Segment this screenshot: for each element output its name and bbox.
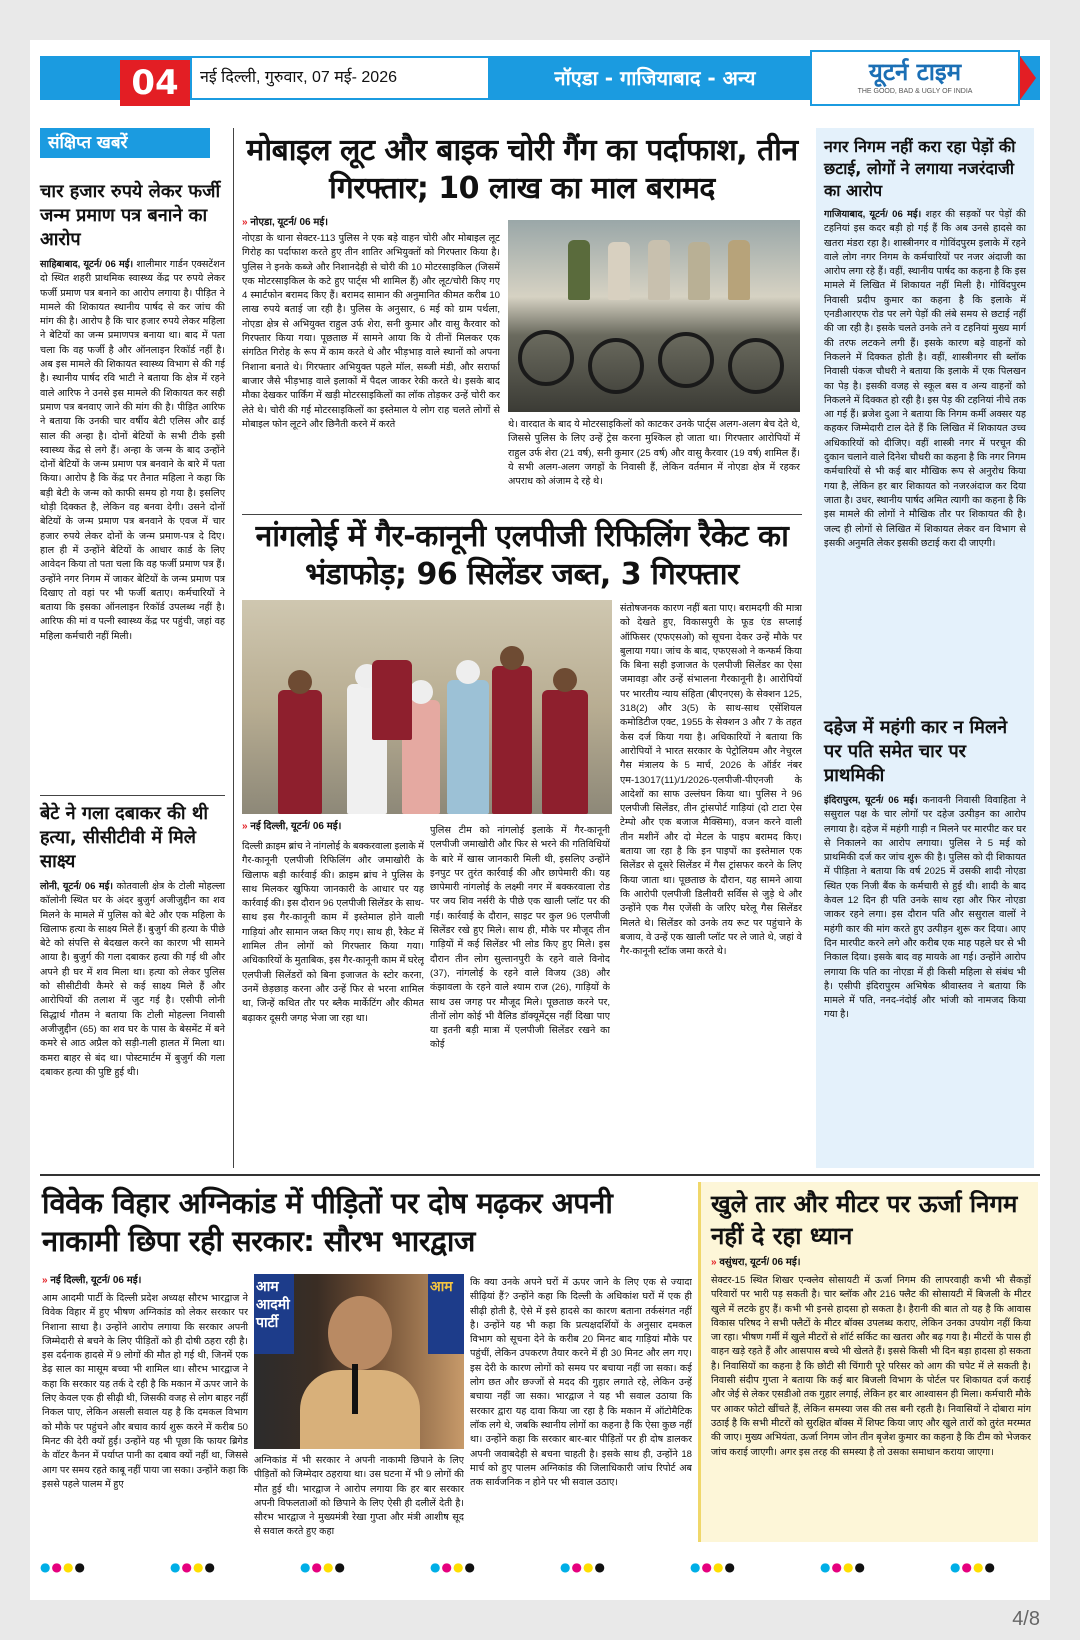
brief-2-text [40,880,225,1080]
photo-figure [608,242,630,300]
lead-headline: मोबाइल लूट और बाइक चोरी गैंग का पर्दाफाश, तीन गिरफ्तार; 10 लाख का माल बरामद [246,133,798,206]
arrest-photo [242,600,612,814]
divider [40,1174,1040,1176]
brief-1-dateline: साहिबाबाद, यूटर्न/ 06 मई। [40,259,134,270]
microphone-icon [352,1364,358,1414]
page-number: 04 [120,60,190,106]
fire-dateline-text: नई दिल्ली, यूटर्न/ 06 मई। [50,1275,142,1286]
dowry-story [824,716,1026,1154]
lpg-dateline-text: नई दिल्ली, यूटर्न/ 06 मई। [250,821,342,832]
fire-body-1: आम आदमी पार्टी के दिल्ली प्रदेश अध्यक्ष सौरभ भारद्वाज ने विवेक विहार में हुए भीषण अग्निकांड को लेकर सरकार पर निशाना साधा है। उन्होंने आरोप लगाया कि सरकार अपनी जिम्मेदारी से बचने के लिए पीड़ितों को ही दोषी ठहरा रही है। इस दर्दनाक हादसे में 9 लोगों की मौत हो गई थी, जिनमें एक डेढ़ साल का मासूम बच्चा भी शामिल था। सौरभ भारद्वाज ने कहा कि सरकार यह तर्क दे रही है कि मकान में ऊपर जाने के लिए केवल एक ही सीढ़ी थी, जिसकी वजह से लोग बाहर नहीं निकल पाए, लेकिन असली सवाल यह है कि दमकल विभाग को मौके पर पहुंचने और बचाव कार्य शुरू करने में करीब 50 मिनट की देरी क्यों हुई। उन्होंने यह भी पूछा कि फायर ब्रिगेड के वॉटर कैनन में पर्याप्त पानी का दबाव क्यों नहीं था, जिससे आग पर समय रहते काबू नहीं पाया जा सका। उन्होंने कहा कि इससे पहले पालम में हुए [42,1293,248,1490]
lead-dateline [242,214,500,228]
page-indicator: 4/8 [1012,1608,1040,1630]
print-register-dots: ●●●● [300,1560,346,1574]
bike-wheel [588,338,644,394]
lead-col-2 [508,418,800,489]
arrow-icon: » [711,1257,717,1268]
print-register-dots: ●●●● [820,1560,866,1574]
print-register-dots: ●●●● [40,1560,86,1574]
wire-headline: खुले तार और मीटर पर ऊर्जा निगम नहीं दे रहा ध्यान [711,1190,1018,1250]
photo-head [553,668,577,692]
brief-story-1 [40,180,225,644]
fire-headline: विवेक विहार अग्निकांड में पीड़ितों पर दोष मढ़कर अपनी नाकामी छिपा रही सरकार: सौरभ भारद्वाज [42,1186,613,1258]
newspaper-page [30,40,1050,1600]
print-register-dots: ●●●● [690,1560,736,1574]
photo-figure [278,690,322,814]
print-register-dots: ●●●● [950,1560,996,1574]
arrow-icon: » [242,217,248,228]
brief-1-body: शालीमार गार्डन एक्सटेंशन दो स्थित शहरी प्राथमिक स्वास्थ्य केंद्र पर रुपये लेकर फर्जी प्रमाण पत्र बनाने का आरोप लगाया है। पीड़ित ने मामले की शिकायत स्थानीय पार्षद से कर जांच की मांग की है। आरोप है कि चार हजार रुपये लेकर महिला ने बेटियों का जन्म प्रमाणपत्र बनाया था। बाद में पता चला कि वह फर्जी है और ऑनलाइन रिकॉर्ड नहीं है। अब इस मामले की शिकायत स्वास्थ्य विभाग से की गई है। स्थानीय पार्षद रवि भाटी ने बताया कि क्षेत्र में रहने वाले आरिफ ने उनसे इस मामले की शिकायत कर सही प्रमाण पत्र बनवाए जाने की मांग की है। पीड़ित आरिफ ने बताया कि उनकी चार वर्षीय बेटी एलिस और ढाई साल की अन्हा है। दोनों बेटियों के सभी टीके इसी स्वास्थ्य केंद्र से लगे हैं। अन्हा के जन्म के बाद उन्होंने दोनों बेटियों के जन्म प्रमाण पत्र बनवाने के बारे में पता किया। आरोप है कि केंद्र पर तैनात महिला ने कहा कि बड़ी बेटी के जन्म को काफी समय हो गया है। इसलिए थोड़ी दिक्कत है, लेकिन वह बनवा देगी। उसने दोनों बेटियों के जन्म प्रमाण पत्र बनवाने के एवज में चार हजार रुपये लेकर दोनों के जन्म प्रमाण-पत्र दे दिए। हाल ही में उन्होंने बेटियों के आधार कार्ड के लिए आवेदन किया तो पता चला कि वह फर्जी प्रमाण पत्र हैं। उन्होंने नगर निगम में जाकर बेटियों के जन्म प्रमाण पत्र दिखाए तो वहां पर भी फर्जी बताए। कर्मचारियों ने बताया कि इसका ऑनलाइन रिकॉर्ड उपलब्ध नहीं है। आरिफ की मां व पत्नी स्वास्थ्य केंद्र पर पहुंची, जहां वह महिला कर्मचारी नहीं मिली। [40,259,225,642]
wire-dateline-text: वसुंधरा, यूटर्न/ 06 मई। [719,1257,801,1268]
fire-body-3: कि क्या उनके अपने घरों में ऊपर जाने के लिए एक से ज्यादा सीढ़ियां हैं? उन्होंने कहा कि दिल्ली के अधिकांश घरों में एक ही सीढ़ी होती है, ऐसे में इसे हादसे का कारण बताना तर्कसंगत नहीं है। उन्होंने यह भी कहा कि प्रत्यक्षदर्शियों के अनुसार दमकल विभाग को सूचना देने के करीब 20 मिनट बाद गाड़ियां मौके पर पहुंचीं, लेकिन उपकरण तैयार करने में ही 30 मिनट और लग गए। इस देरी के कारण लोगों को समय पर बचाया नहीं जा सका। कई लोग छत और छज्जों से मदद की गुहार लगाते रहे, लेकिन उन्हें बचाया नहीं जा सका। भारद्वाज ने यह भी सवाल उठाया कि सरकार द्वारा यह दावा किया जा रहा है कि मकान में ऑटोमैटिक लॉक लगे थे, जबकि स्थानीय लोगों का कहना है कि ऐसा कुछ नहीं था। उन्होंने कहा कि सरकार बार-बार पीड़ितों पर ही दोष डालकर अपनी जवाबदेही से बचना चाहती है। इसके साथ ही, उन्होंने 18 मार्च को हुए पालम अग्निकांड की जिलाधिकारी जांच रिपोर्ट अब तक सार्वजनिक न होने पर भी सवाल उठाए। [470,1277,692,1489]
bikes-photo [508,220,800,412]
lead-col-1 [242,212,500,508]
bike-wheel [518,330,574,386]
lead-dateline-text: नोएडा, यूटर्न/ 06 मई। [250,217,329,228]
section-title: नॉएडा - गाजियाबाद - अन्य [554,66,756,90]
fire-body-2: अग्निकांड में भी सरकार ने अपनी नाकामी छिपाने के लिए पीड़ितों को जिम्मेदार ठहराया था। उस घटना में भी 9 लोगों की मौत हुई थी। भारद्वाज ने आरोप लगाया कि हर बार सरकार अपनी विफलताओं को छिपाने के लिए ऐसी ही दलीलें देती है। सौरभ भारद्वाज ने मुख्यमंत्री रेखा गुप्ता और मंत्री आशीष सूद से सवाल करते हुए कहा [254,1455,464,1538]
photo-figure [492,666,532,814]
leader-photo [254,1274,464,1449]
dowry-headline: दहेज में महंगी कार न मिलने पर पति समेत चार पर प्राथमिकी [824,717,1008,786]
lpg-story [242,518,802,594]
column-divider [233,128,234,1168]
bike-wheel [658,332,714,388]
photo-head [500,646,524,670]
fire-col-3 [470,1276,692,1542]
brief-2-dateline: लोनी, यूटर्न/ 06 मई। [40,881,114,892]
lead-story [242,132,802,208]
photo-head [328,1296,392,1370]
brief-1-headline: चार हजार रुपये लेकर फर्जी जन्म प्रमाण पत्र बनाने का आरोप [40,181,221,250]
lead-body-continued: थे। वारदात के बाद ये मोटरसाइकिलों को काटकर उनके पार्ट्स अलग-अलग बेच देते थे, जिससे पुलिस के लिए उन्हें ट्रेस करना मुश्किल हो जाता था। गिरफ्तार आरोपियों में राहुल उर्फ शेरा (21 वर्ष), सनी कुमार (25 वर्ष) और वासु कैरवार (19 वर्ष) शामिल हैं। ये सभी अलग-अलग जगहों के निवासी हैं, लेकिन वर्तमान में नोएडा क्षेत्र में रहकर अपराध को अंजाम दे रहे थे। [508,419,800,488]
photo-figure [688,242,710,300]
dowry-dateline: इंदिरापुरम, यूटर्न/ 06 मई। [824,795,918,806]
lead-body: नोएडा के थाना सेक्टर-113 पुलिस ने एक बड़े वाहन चोरी और मोबाइल लूट गिरोह का पर्दाफाश करते हुए तीन शातिर अभियुक्तों को गिरफ्तार किया है। पुलिस ने इनके कब्जे और निशानदेही से चोरी की 10 मोटरसाइकिल (जिसमें एक मोटरसाइकिल के कटे हुए पार्ट्स भी शामिल हैं) और लूट/चोरी किए गए 4 स्मार्टफोन बरामद किए हैं। बरामद सामान की अनुमानित कीमत करीब 10 लाख रुपये बताई जा रही है। पुलिस के अनुसार, 6 मई को ग्राम पर्थला, नोएडा क्षेत्र से अभियुक्त राहुल उर्फ शेरा, सनी कुमार और वासु कैरवार को गिरफ्तार किया गया। पूछताछ में सामने आया कि ये तीनों मिलकर एक संगठित गिरोह के रूप में काम करते थे और भीड़भाड़ वाले स्थानों को अपना निशाना बनाते थे। गिरफ्तार अभियुक्त पहले मॉल, सब्जी मंडी, और सरार्फा बाजार जैसे भीड़भाड़ वाले इलाकों में पैदल जाकर रेकी करते थे। इसके बाद मौका देखकर पार्किंग में खड़ी मोटरसाइकिलों का लॉक तोड़कर उन्हें चोरी कर लेते थे। चोरी की गई मोटरसाइकिलों का इस्तेमाल ये लोग राह चलते लोगों से मोबाइल फोन लूटने और छिनैती करने में करते [242,233,500,430]
lpg-col-2 [430,824,610,1112]
arrow-icon: » [242,821,248,832]
photo-figure [372,660,412,740]
wire-dateline [711,1254,1031,1268]
bike-wheel [728,338,784,394]
print-register-dots: ●●●● [170,1560,216,1574]
brief-2-body: कोतवाली क्षेत्र के टोली मोहल्ला कॉलोनी स्थित घर के अंदर बुजुर्ग अजीजुद्दीन का शव मिलने के मामले में पुलिस को बेटे और एक महिला के खिलाफ हत्या के साक्ष्य मिले हैं। बुजुर्ग की हत्या के पीछे बेटे को संपत्ति से बेदखल करने का कारण भी सामने आया है। बुजुर्ग की गला दबाकर हत्या की गई थी और अपने ही घर में शव मिला था। हत्या को लेकर पुलिस को सीसीटीवी कैमरे से कई साक्ष्य मिले हैं और आरोपियों की तलाश में जुट गई है। एसीपी लोनी सिद्धार्थ गौतम ने बताया कि टोली मोहल्ला निवासी अजीजुद्दीन (65) का शव घर के पास के बेसमेंट में बने कमरे से आठ अप्रैल को सड़ी-गली हालत में मिला था। कमरा बाहर से बंद था। पोस्टमार्टम में बुजुर्ग की गला दबाकर हत्या की पुष्टि हुई थी। [40,881,226,1078]
print-register-dots: ●●●● [430,1560,476,1574]
divider [40,795,225,796]
lpg-col-3 [620,602,802,1112]
photo-figure [648,240,670,300]
lpg-dateline [242,818,424,832]
wire-story [711,1188,1031,1542]
fire-story [42,1184,692,1260]
briefs-tag: संक्षिप्त खबरें [40,128,210,158]
print-register-dots: ●●●● [560,1560,606,1574]
lpg-headline: नांगलोई में गैर-कानूनी एलपीजी रिफिलिंग रैकेट का भंडाफोड़; 96 सिलेंडर जब्त, 3 गिरफ्तार [255,519,789,592]
dowry-text [824,794,1026,1154]
arrow-icon: » [42,1275,48,1286]
lpg-body-3: संतोषजनक कारण नहीं बता पाए। बरामदगी की मात्रा को देखते हुए, विकासपुरी के फूड एंड सप्लाई ऑफिसर (एफएसओ) को सूचना देकर उन्हें मौके पर बुलाया गया। जांच के बाद, एफएसओ ने कन्फर्म किया कि बिना सही इजाजत के एलपीजी सिलेंडर का ऐसा जमावड़ा और उन्हें संभालना गैरकानूनी है। आरोपियों पर भारतीय न्याय संहिता (बीएनएस) के सेक्शन 125, 318(2) और 3(5) के साथ-साथ एसेंशियल कमोडिटीज एक्ट, 1955 के सेक्शन 3 और 7 के तहत केस दर्ज किया गया है। अधिकारियों ने बताया कि आरोपियों ने भारत सरकार के पेट्रोलियम और नेचुरल गैस मंत्रालय के 5 मार्च, 2026 के ऑर्डर नंबर एम-13017(11)/1/2026-एलपीजी-पीएनजी के आदेशों का साफ उल्लंघन किया था। पुलिस ने 96 एलपीजी सिलेंडर, तीन ट्रांसपोर्ट गाड़ियां (दो टाटा ऐस टेम्पो और एक बजाज मैक्सिमा), वजन करने वाली तीन मशीनें और दो मेटल के पाइप बरामद किए। बताया जा रहा है कि इन पाइपों का इस्तेमाल एक सिलेंडर से दूसरे सिलेंडर में गैस ट्रांसफर करने के लिए किया जाता था। पूछताछ के दौरान, यह सामने आया कि आरोपी एलपीजी डिलीवरी सर्विस से जुड़े थे और उन्होंने एक गैस एजेंसी के जरिए घरेलू गैस सिलेंडर मिलते थे। सिलेंडर को उनके तय रूट पर पहुंचाने के बजाय, वे उन्हें एक खाली प्लॉट पर ले जाते थे, जहां वे गैर-कानूनी स्टॉक जमा करते थे। [620,603,802,958]
lpg-body-1: दिल्ली क्राइम ब्रांच ने नांगलोई के बक्करवाला इलाके में गैर-कानूनी एलपीजी रिफिलिंग और जमाखोरी के खिलाफ बड़ी कार्रवाई की। क्राइम ब्रांच ने पुलिस के साथ मिलकर खुफिया जानकारी के आधार पर यह कार्रवाई की। इस दौरान 96 एलपीजी सिलेंडर के साथ-साथ इस गैर-कानूनी काम में इस्तेमाल होने वाली गाड़ियां और सामान जब्त किए गए। साथ ही, रैकेट में शामिल तीन लोगों को गिरफ्तार किया गया। अधिकारियों के मुताबिक, इस गैर-कानूनी काम में घरेलू एलपीजी सिलेंडरों को बिना इजाजत के स्टोर करना, उनमें छेड़छाड़ करना और उन्हें फिर से भरना शामिल था, जिन्हें कथित तौर पर ब्लैक मार्केटिंग और कीमत बढ़ाकर दूसरी जगह भेजा जा रहा था। [242,841,424,1024]
wire-body: सेक्टर-15 स्थित शिखर एन्क्लेव सोसायटी में ऊर्जा निगम की लापरवाही कभी भी सैकड़ों परिवारों पर भारी पड़ सकती है। चार ब्लॉक और 216 फ्लैट की सोसायटी में बिजली के मीटर खुले में लटके हुए हैं। कभी भी इनसे हादसा हो सकता है। हैरानी की बात तो यह है कि आवास विकास परिषद ने सभी फ्लैटों के मीटर बॉक्स उपलब्ध कराए, लेकिन उनका उपयोग नहीं किया जा रहा। भीषण गर्मी में खुले मीटरों से शॉर्ट सर्किट का खतरा और बढ़ गया है। मीटरों के पास ही वाहन खड़े रहते हैं और आसपास बच्चे भी खेलते हैं। इससे किसी भी दिन बड़ा हादसा हो सकता है। निवासियों का कहना है कि छोटी सी चिंगारी पूरे परिसर को आग की चपेट में ले सकती है। निवासी संदीप गुप्ता ने बताया कि कई बार बिजली विभाग के पोर्टल पर शिकायत दर्ज कराई और जेई से लेकर एसडीओ तक गुहार लगाई, लेकिन हर बार आश्वासन ही मिला। कर्मचारी मौके पर आकर फोटो खींचते हैं, लेकिन समस्या जस की तस बनी रहती है। निवासियों ने दोबारा मांग उठाई है कि सभी मीटरों को सुरक्षित बॉक्स में शिफ्ट किया जाए और खुले तारों को तुरंत मरम्मत की जाए। मुख्य अभियंता, ऊर्जा निगम जोन तीन बृजेश कुमार का कहना है कि टीम को भेजकर जांच कराई जाएगी। अगर इस तरह की समस्या है तो उसका समाधान कराया जाएगा। [711,1275,1031,1458]
photo-head [288,670,312,694]
photo-figure [568,240,590,300]
page-header [40,50,1040,106]
wire-box [698,1182,1038,1542]
tree-story [824,136,1026,708]
tree-headline: नगर निगम नहीं करा रहा पेड़ों की छटाई, लोगों ने लगाया नजरंदाजी का आरोप [824,137,1016,200]
photo-figure [542,690,588,814]
logo-tagline: THE GOOD, BAD & UGLY OF INDIA [857,88,973,95]
photo-figure [447,680,489,814]
tree-text [824,208,1026,708]
dowry-body: कनावनी निवासी विवाहिता ने ससुराल पक्ष के चार लोगों पर दहेज उत्पीड़न का आरोप लगाया है। दहेज में महंगी गाड़ी न मिलने पर मारपीट कर घर से निकालने का आरोप लगाया। पुलिस ने 5 मई को प्राथमिकी दर्ज कर जांच शुरू की है। पुलिस को दी शिकायत में पीड़िता ने बताया कि वर्ष 2025 में उसकी शादी नोएडा स्थित एक निजी बैंक के कर्मचारी से हुई थी। शादी के बाद केवल 12 दिन ही पति उनके साथ रहा और फिर नोएडा जाकर रहने लगा। इस दौरान पति और ससुराल वालों ने महंगी कार की मांग करते हुए उत्पीड़न शुरू कर दिया। आए दिन मारपीट करने लगे और करीब एक माह पहले घर से भी निकाल दिया। इसके बाद वह मायके आ गई। उन्होंने आरोप लगाया कि पति का नोएडा में ही किसी महिला से संबंध भी है। एसीपी इंदिरापुरम अभिषेक श्रीवास्तव ने बताया कि मामले में पति, ननद-नंदोई और भांजी को नामजद किया गया है। [824,795,1026,1021]
brief-story-2 [40,802,225,1080]
photo-head [409,680,433,704]
poster-text-right: आम [428,1274,464,1354]
masthead-logo [810,50,1020,106]
photo-figure [300,1370,420,1449]
poster-text-left: आम आदमी पार्टी [254,1274,294,1354]
fire-dateline [42,1272,248,1286]
header-arrow-icon [1020,56,1036,100]
lpg-col-1 [242,816,424,1110]
tree-dateline: गाजियाबाद, यूटर्न/ 06 मई। [824,209,922,220]
tree-body: शहर की सड़कों पर पेड़ों की टहनियां इस कदर बड़ी हो गई हैं कि अब उनसे हादसे का खतरा मंडरा रहा है। शास्त्रीनगर व गोविंदपुरम इलाके में रहने वाले लोग नगर निगम के कर्मचारियों पर नजर अंदाजी का आरोप लगा रहे हैं। वहीं, स्थानीय पार्षद का कहना है कि इस मामले में लिखित में शिकायत नहीं मिली है। गोविंदपुरम निवासी प्रदीप कुमार का कहना है कि इलाके में एनडीआरएफ रोड पर लगे पेड़ों की लंबे समय से छटाई नहीं की जा रही है। इसके चलते उनके तने व टहनियां मुख्य मार्ग की तरफ लटकने लगी हैं। इसके कारण बड़े वाहनों को निकलने में दिक्कत होती है। वहीं, शास्त्रीनगर सी ब्लॉक निवासी पंकज चौधरी ने बताया कि इलाके में एक पिलखन का पेड़ है। इसकी वजह से स्कूल बस व अन्य वाहनों को निकलने में दिक्कत हो रही है। इस पेड़ की टहनियां नीचे तक आ गई हैं। ब्रजेश दुआ ने बताया कि निगम कर्मी अक्सर यह कहकर जिम्मेदारी टाल देते हैं कि लिखित में शिकायत उच्च अधिकारियों को दीजिए। वहीं शास्त्री नगर में परचून की दुकान चलाने वाले दिनेश चौधरी का कहना है कि नगर निगम कर्मचारियों से भी कई बार मौखिक रूप से अनुरोध किया गया है, लेकिन हर बार शिकायत को नजरअंदाज कर दिया जाता है। उधर, स्थानीय पार्षद अमित त्यागी का कहना है कि इस मामले की लोगों ने मौखिक तौर पर शिकायत की है। जल्द ही लोगों से लिखित में शिकायत लेकर वन विभाग से इसकी अनुमति लेकर इसकी छटाई करा दी जाएगी। [824,209,1026,549]
brief-2-headline: बेटे ने गला दबाकर की थी हत्या, सीसीटीवी में मिले साक्ष्य [40,803,209,872]
fire-col-2 [254,1454,464,1542]
issue-dateline: नई दिल्ली, गुरुवार, 07 मई- 2026 [190,56,490,100]
divider [242,514,802,515]
photo-figure [728,240,750,300]
lpg-body-2: पुलिस टीम को नांगलोई इलाके में गैर-कानूनी एलपीजी जमाखोरी और फिर से भरने की गतिविधियों के बारे में खास जानकारी मिली थी, इसलिए उन्होंने इनपुट पर तुरंत कार्रवाई की और छापेमारी की। यह छापेमारी नांगलोई के लक्ष्मी नगर में बक्करवाला रोड पर जय शिव नर्सरी के पीछे एक खाली प्लॉट पर की गई। कार्रवाई के दौरान, साइट पर कुल 96 एलपीजी सिलेंडर रखे हुए मिले। साथ ही, मौके पर मौजूद तीन गाड़ियों में कई सिलेंडर भी लोड किए हुए मिले। इस दौरान तीन लोग सुल्तानपुरी के रहने वाले विनोद (37), नांगलोई के रहने वाले विजय (38) और कंझावला के रहने वाले श्याम राज (26), गाड़ियों के साथ उस जगह पर मौजूद मिले। पूछताछ करने पर, तीनों लोग कोई भी वैलिड डॉक्यूमेंट्स नहीं दिखा पाए या इतनी बड़ी मात्रा में एलपीजी सिलेंडर रखने का कोई [430,825,610,1051]
brief-1-text [40,258,225,644]
fire-col-1 [42,1270,248,1558]
logo-text: यूटर्न टाइम [868,58,962,86]
photo-head [456,660,480,684]
right-sidebar [816,128,1034,1168]
